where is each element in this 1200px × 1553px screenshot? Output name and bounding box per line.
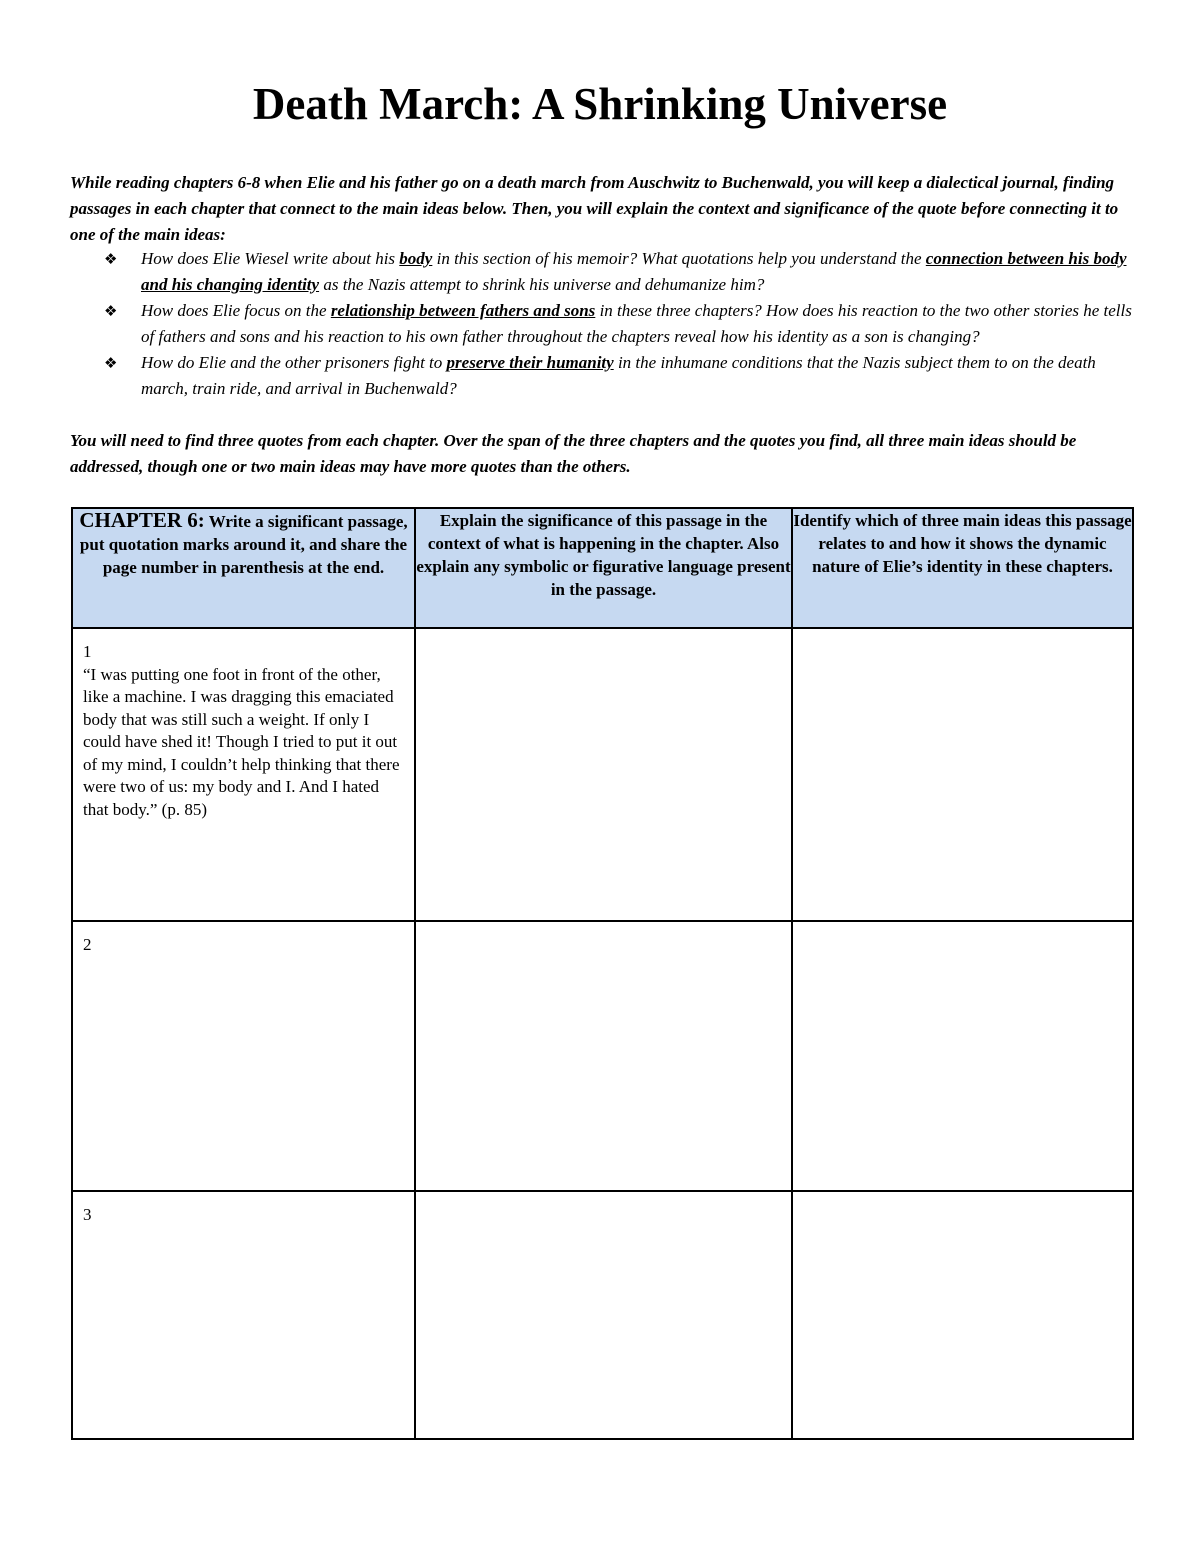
table-row (72, 1191, 1133, 1439)
passage-cell[interactable] (72, 628, 415, 921)
row-number: 2 (83, 935, 92, 954)
keyword-body: body (399, 249, 433, 268)
row-number: 3 (83, 1205, 92, 1224)
passage-cell[interactable] (72, 1191, 415, 1439)
keyword-fathers-sons: relationship between fathers and sons (330, 301, 596, 320)
main-idea-fathers-sons: ❖ How does Elie focus on the relationship between fathers and sons in these three chapters? How does his reaction to the two other stories he tells of fathers and sons and his reaction to his own father throughout the chapters reveal how his identity as a son is changing? (104, 298, 1134, 350)
page-title: Death March: A Shrinking Universe (252, 79, 948, 129)
keyword-humanity: preserve their humanity (446, 353, 614, 372)
significance-cell[interactable] (415, 921, 792, 1191)
main-idea-humanity: ❖ How do Elie and the other prisoners fight to preserve their humanity in the inhumane conditions that the Nazis subject them to on the death march, train ride, and arrival in Buchenwald? (104, 350, 1134, 402)
header-significance: Explain the significance of this passage in the context of what is happening in the chapter. Also explain any symbolic or figurative language present in the passage. (415, 508, 792, 628)
main-idea-cell[interactable] (792, 1191, 1133, 1439)
dialectical-journal-table (71, 507, 1134, 1440)
table-header-row (72, 508, 1133, 628)
quote-text: “I was putting one foot in front of the other, like a machine. I was dragging this emaciated body that was still such a weight. If only I could have shed it! Though I tried to put it out of my mind, I couldn’t help thinking that there were two of us: my body and I. And I hated that body.” (p. 85) (83, 664, 400, 819)
table-row (72, 628, 1133, 921)
main-idea-cell[interactable] (792, 628, 1133, 921)
instructions-paragraph: You will need to find three quotes from each chapter. Over the span of the three chapters and the quotes you find, all three main ideas should be addressed, though one or two main ideas may have more quotes than the others. (70, 431, 1077, 476)
main-idea-cell[interactable] (792, 921, 1133, 1191)
keyword-body-identity: connection between his body and his changing identity (141, 249, 1127, 294)
diamond-bullet-icon: ❖ (104, 354, 118, 372)
passage-cell[interactable] (72, 921, 415, 1191)
intro-paragraph: While reading chapters 6-8 when Elie and his father go on a death march from Auschwitz to Buchenwald, you will keep a dialectical journal, finding passages in each chapter that connect to the main ideas below. Then, you will explain the context and significance of the quote before connecting it to one of the main ideas: (70, 173, 1119, 244)
row-number: 1 (83, 642, 92, 661)
significance-cell[interactable] (415, 1191, 792, 1439)
significance-cell[interactable] (415, 628, 792, 921)
table-row (72, 921, 1133, 1191)
header-main-idea: Identify which of three main ideas this passage relates to and how it shows the dynamic nature of Elie’s identity in these chapters. (792, 508, 1133, 628)
main-ideas-list (104, 246, 1134, 402)
main-idea-body: ❖ How does Elie Wiesel write about his body in this section of his memoir? What quotations help you understand the connection between his body and his changing identity as the Nazis attempt to shrink his universe and dehumanize him? (104, 246, 1134, 298)
diamond-bullet-icon: ❖ (104, 250, 118, 268)
header-passage: CHAPTER 6: Write a significant passage, put quotation marks around it, and share the page number in parenthesis at the end. (72, 508, 415, 628)
diamond-bullet-icon: ❖ (104, 302, 118, 320)
